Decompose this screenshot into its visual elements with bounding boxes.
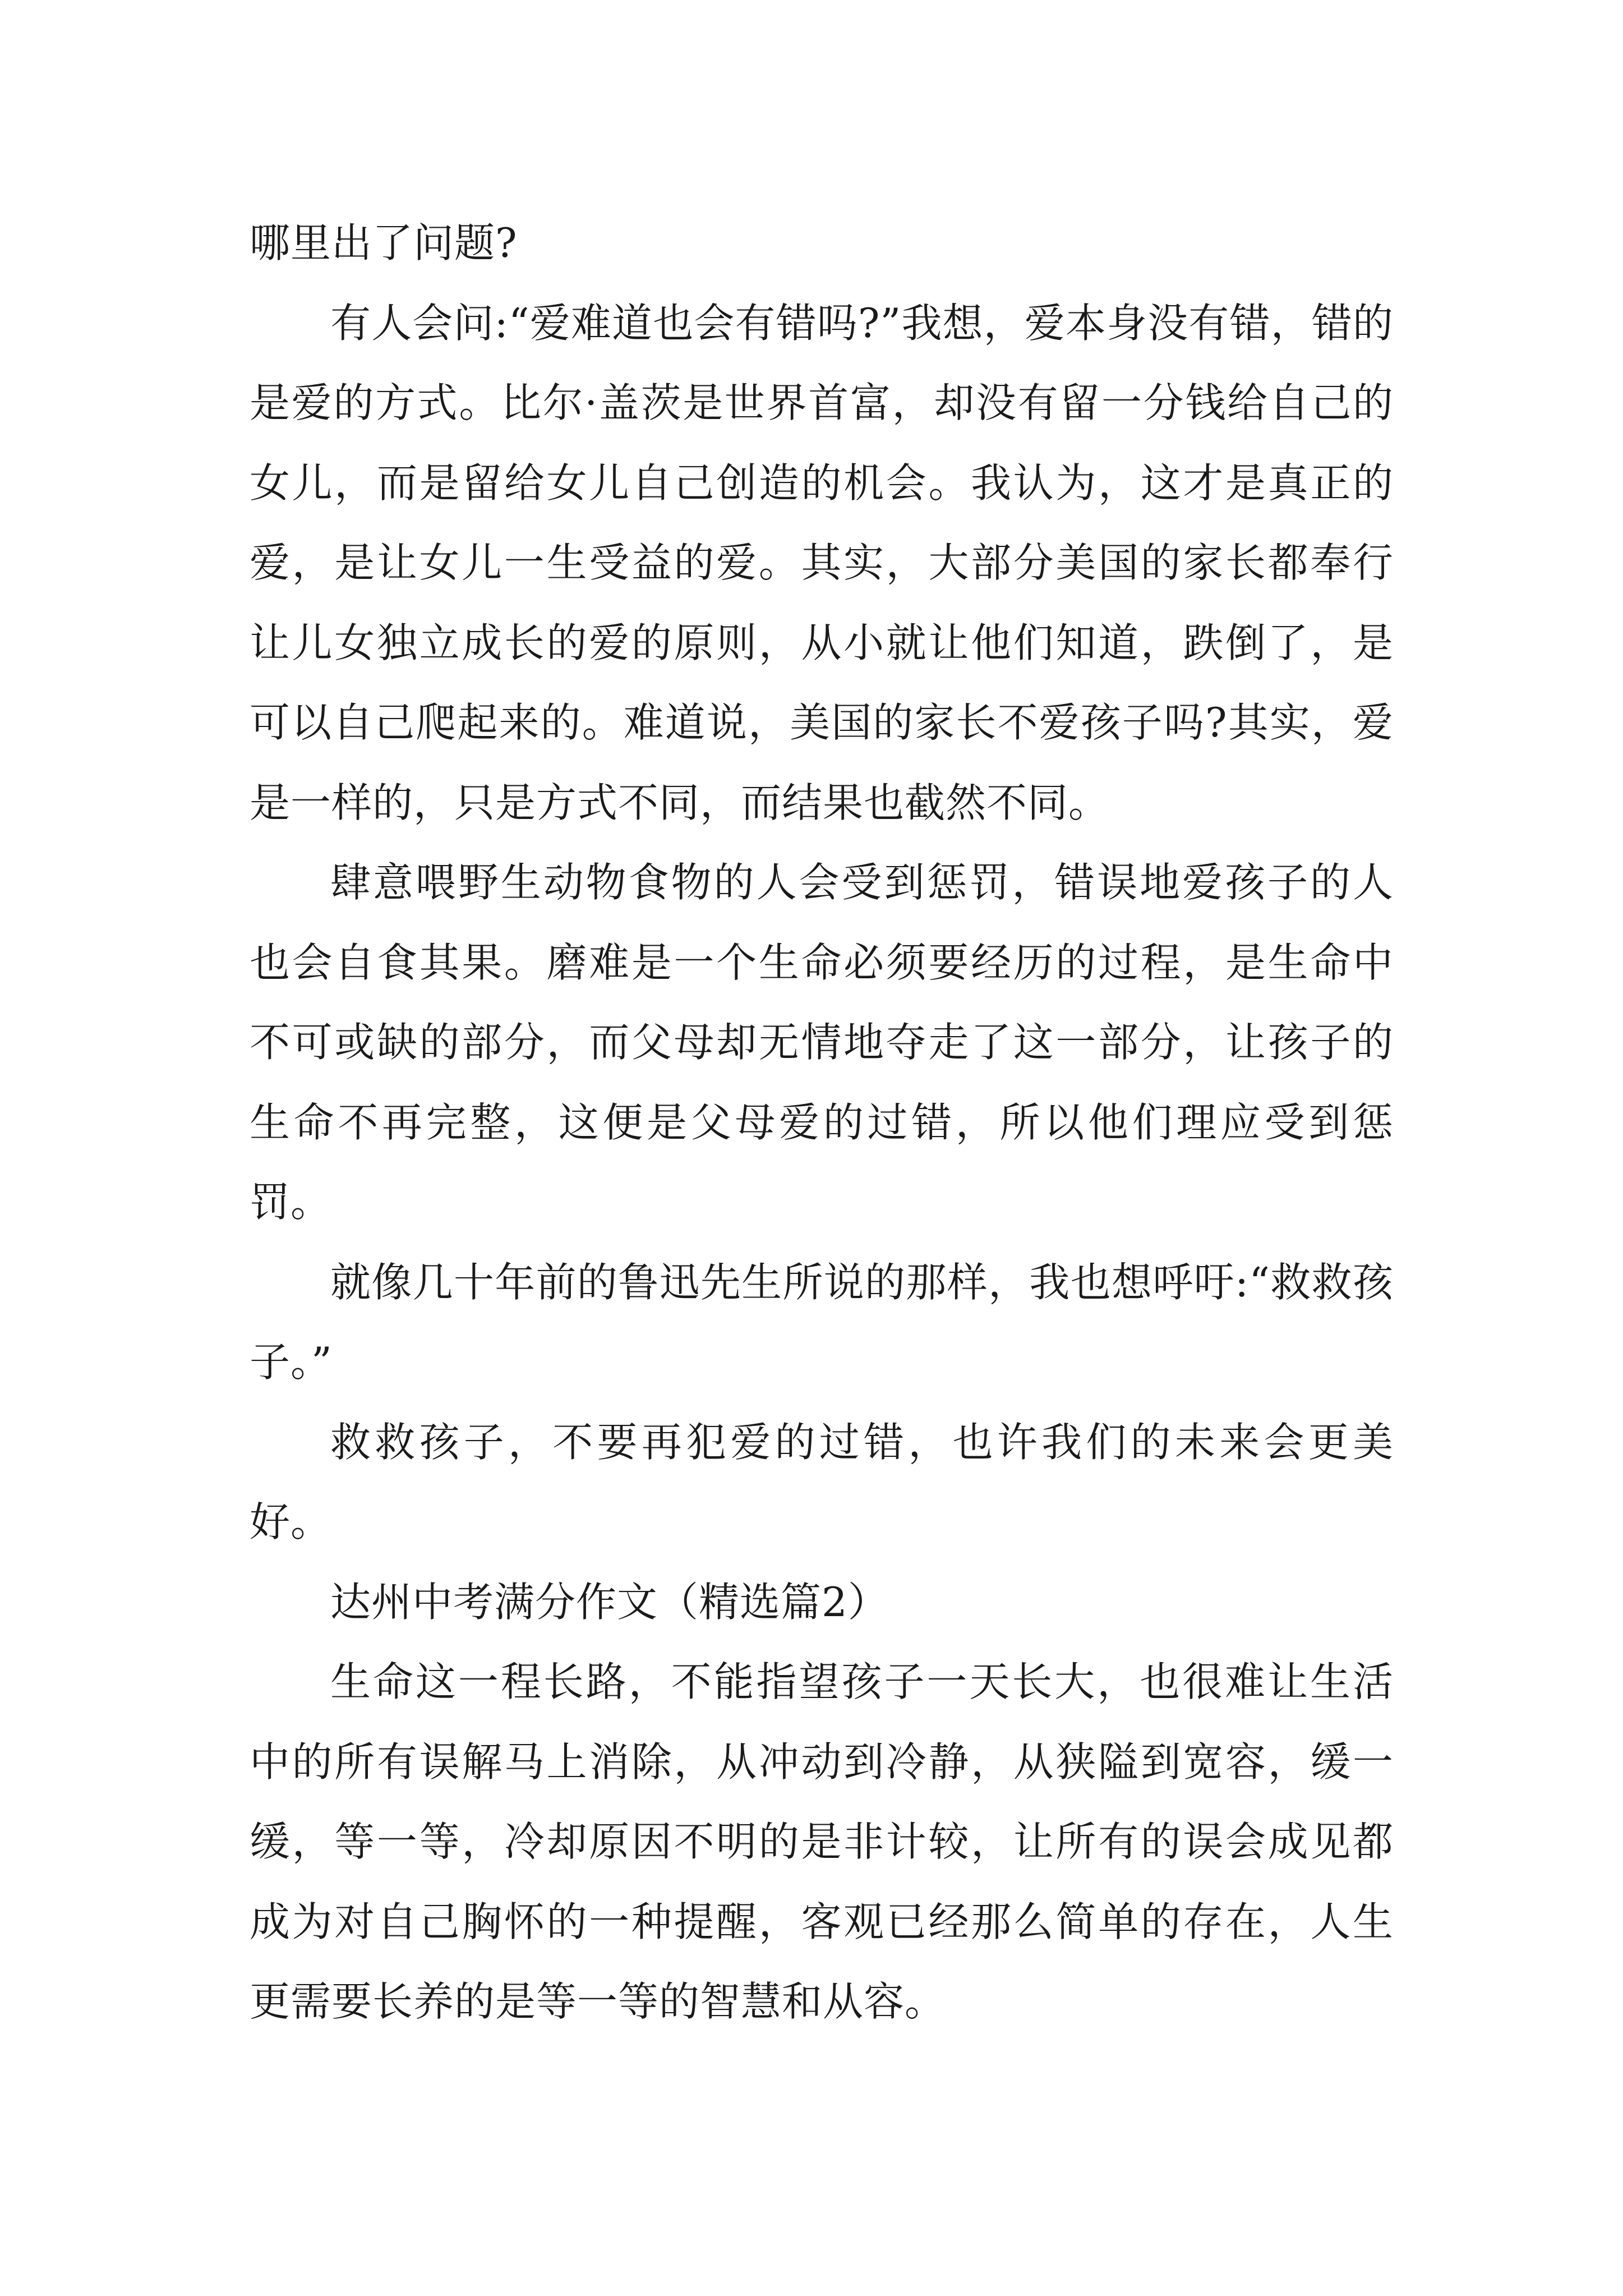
section-heading: 达州中考满分作文（精选篇2） bbox=[330, 1578, 889, 1626]
document-body bbox=[250, 203, 1394, 2042]
paragraph: 救救孩子，不要再犯爱的过错，也许我们的未来会更美好。 bbox=[250, 1418, 1394, 1545]
paragraph: 生命这一程长路，不能指望孩子一天长大，也很难让生活中的所有误解马上消除，从冲动到冷静，从狭隘到宽容，缓一缓，等一等，冷却原因不明的是非计较，让所有的误会成见都成为对自己胸怀的一种提醒，客观已经那么简单的存在，人生更需要长养的是等一等的智慧和从容。 bbox=[250, 1658, 1394, 2025]
paragraph: 有人会问:“爱难道也会有错吗?”我想，爱本身没有错，错的是爱的方式。比尔·盖茨是世界首富，却没有留一分钱给自己的女儿，而是留给女儿自己创造的机会。我认为，这才是真正的爱，是让女儿一生受益的爱。其实，大部分美国的家长都奉行让儿女独立成长的爱的原则，从小就让他们知道，跌倒了，是可以自己爬起来的。难道说，美国的家长不爱孩子吗?其实，爱是一样的，只是方式不同，而结果也截然不同。 bbox=[250, 299, 1394, 826]
paragraph-continuation: 哪里出了问题? bbox=[250, 219, 518, 266]
paragraph: 就像几十年前的鲁迅先生所说的那样，我也想呼吁:“救救孩子。” bbox=[250, 1258, 1394, 1386]
paragraph: 肆意喂野生动物食物的人会受到惩罚，错误地爱孩子的人也会自食其果。磨难是一个生命必须要经历的过程，是生命中不可或缺的部分，而父母却无情地夺走了这一部分，让孩子的生命不再完整，这便是父母爱的过错，所以他们理应受到惩罚。 bbox=[250, 859, 1394, 1226]
